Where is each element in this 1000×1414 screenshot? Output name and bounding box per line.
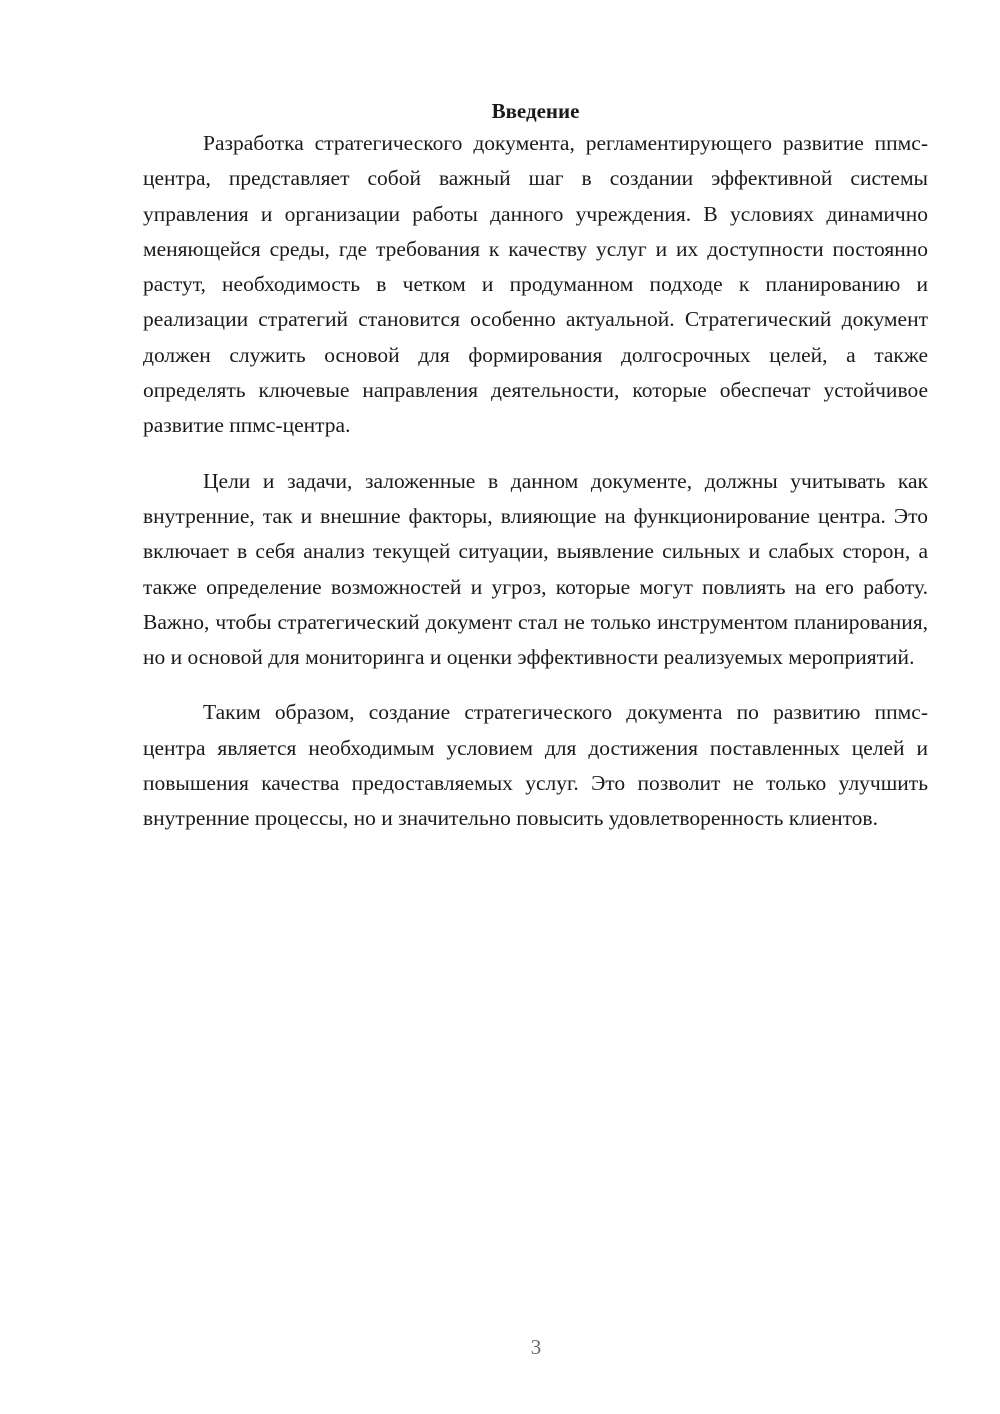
paragraph-3: Таким образом, создание стратегического документа по развитию ппмс-центра является необходимым условием для достижения поставленных целей и повышения качества предоставляемых услуг. Это позволит не только улучшить внутренние процессы, но и значительно повысить удовлетворенность клиентов. <box>143 700 928 831</box>
paragraph-2: Цели и задачи, заложенные в данном документе, должны учитывать как внутренние, так и внешние факторы, влияющие на функционирование центра. Это включает в себя анализ текущей ситуации, выявление сильных и слабых сторон, а также определение возможностей и угроз, которые могут повлиять на его работу. Важно, чтобы стратегический документ стал не только инструментом планирования, но и основой для мониторинга и оценки эффективности реализуемых мероприятий. <box>143 468 928 670</box>
page-number: 3 <box>530 1335 542 1359</box>
section-title: Введение <box>491 99 580 123</box>
page-content <box>143 96 928 837</box>
paragraph-1: Разработка стратегического документа, регламентирующего развитие ппмс-центра, представляет собой важный шаг в создании эффективной системы управления и организации работы данного учреждения. В условиях динамично меняющейся среды, где требования к качеству услуг и их доступности постоянно растут, необходимость в четком и продуманном подходе к планированию и реализации стратегий становится особенно актуальной. Стратегический документ должен служить основой для формирования долгосрочных целей, а также определять ключевые направления деятельности, которые обеспечат устойчивое развитие ппмс-центра. <box>143 131 928 438</box>
